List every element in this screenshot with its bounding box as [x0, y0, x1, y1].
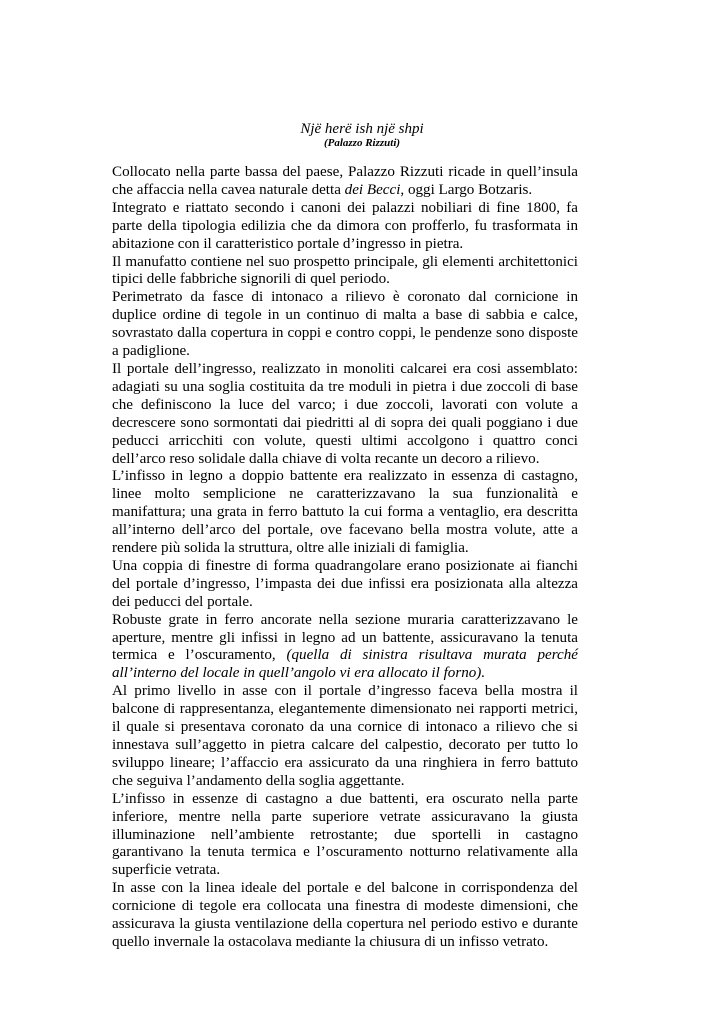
paragraph-8-italic: (quella di sinistra risultava murata perché all’interno del locale in quell’angolo vi era allocato il forno).: [112, 647, 578, 682]
paragraph-3: Il manufatto contiene nel suo prospetto principale, gli elementi architettonici tipici delle fabbriche signorili di quel periodo.: [112, 253, 578, 288]
paragraph-10: L’infisso in essenze di castagno a due battenti, era oscurato nella parte inferiore, mentre nella parte superiore vetrate assicuravano la giusta illuminazione nell’ambiente retrostante; due sportelli in castagno garantivano la tenuta termica e l’oscuramento notturno relativamente alla superficie vetrata.: [112, 790, 578, 879]
paragraph-1: [112, 164, 578, 200]
paragraph-9: Al primo livello in asse con il portale d’ingresso faceva bella mostra il balcone di rappresentanza, elegantemente dimensionato nei rapporti metrici, il quale si presentava coronato da una cornice di intonaco a rilievo che si innestava sull’aggetto in pietra calcare del calpestio, decorato per tutto lo sviluppo lineare; l’affaccio era assicurato da una ringhiera in ferro battuto che seguiva l’andamento della soglia aggettante.: [112, 683, 578, 789]
paragraph-2: Integrato e riattato secondo i canoni dei palazzi nobiliari di fine 1800, fa parte della tipologia edilizia che da dimora con profferlo, fu trasformata in abitazione con il caratteristico portale d’ingresso in pietra.: [112, 199, 578, 252]
paragraph-5: Il portale dell’ingresso, realizzato in monoliti calcarei era cosi assemblato: adagiati su una soglia costituita da tre moduli in pietra i due zoccoli di base che definiscono la luce del varco; i due zoccoli, lavorati con volute a decrescere sono sormontati dai piedritti al di sopra dei quali poggiano i due peducci arricchiti con volute, questi ultimi accolgono i quattro conci dell’arco reso solidale dalla chiave di volta recante un decoro a rilievo.: [112, 360, 578, 467]
document-body: [112, 164, 578, 952]
document-subtitle: (Palazzo Rizzuti): [323, 137, 401, 149]
paragraph-7: Una coppia di finestre di forma quadrangolare erano posizionate ai fianchi del portale d’ingresso, l’impasta dei due infissi era posizionata alla altezza dei peducci del portale.: [112, 557, 578, 610]
paragraph-8: [112, 612, 578, 684]
paragraph-11: In asse con la linea ideale del portale e del balcone in corrispondenza del cornicione di tegole era collocata una finestra di modeste dimensioni, che assicurava la giusta ventilazione della copertura nel periodo estivo e durante quello invernale la ostacolava mediante la chiusura di un infisso vetrato.: [112, 880, 578, 950]
paragraph-6: L’infisso in legno a doppio battente era realizzato in essenza di castagno, linee molto semplicione ne caratterizzavano la sua funzionalità e manifattura; una grata in ferro battuto la cui forma a ventaglio, era descritta all’interno dell’arco del portale, ove facevano bella mostra volute, atte a rendere più solida la struttura, oltre alle iniziali di famiglia.: [112, 468, 578, 557]
paragraph-1-text: Collocato nella parte bassa del paese, Palazzo Rizzuti ricade in quell’insula che affaccia nella cavea naturale detta: [112, 164, 578, 198]
paragraph-4: Perimetrato da fasce di intonaco a rilievo è coronato dal cornicione in duplice ordine di tegole in un continuo di malta a base di sabbia e calce, sovrastato dalla copertura in coppi e contro coppi, le pendenze sono disposte a padiglione.: [112, 289, 578, 360]
paragraph-1-italic: dei Becci: [344, 181, 401, 198]
paragraph-8-text: Robuste grate in ferro ancorate nella sezione muraria caratterizzavano le aperture, mentre gli infissi in legno ad un battente, assicuravano la tenuta termica e l’oscuramento,: [112, 611, 578, 664]
paragraph-1-text-end: , oggi Largo Botzaris.: [400, 181, 533, 198]
document-title: Një herë ish një shpi: [300, 121, 424, 137]
